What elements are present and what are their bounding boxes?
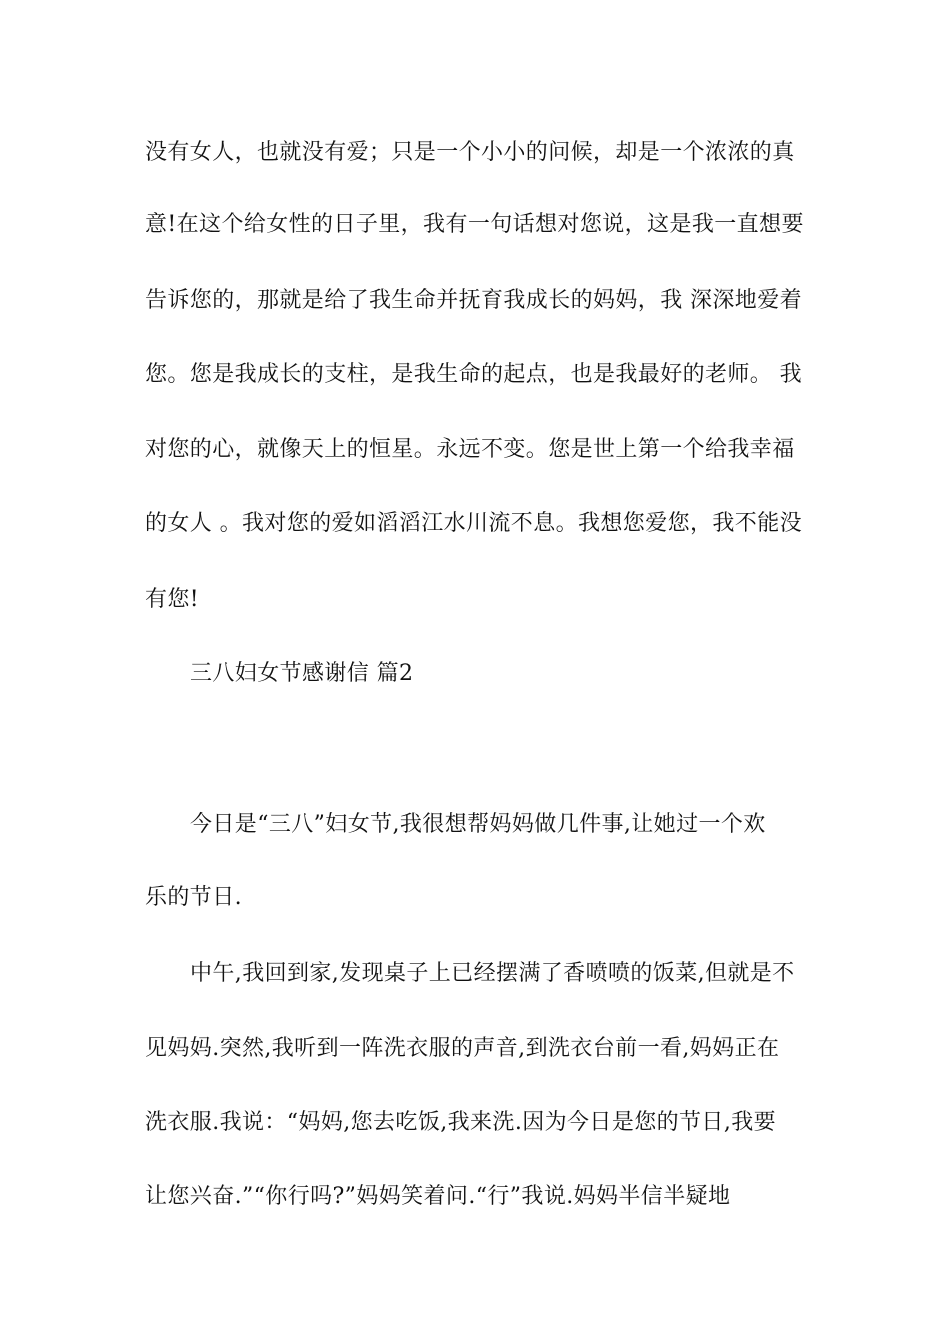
paragraph-line: 有您! bbox=[145, 587, 200, 612]
paragraph-line: 意!在这个给女性的日子里，我有一句话想对您说，这是我一直想要 bbox=[145, 212, 804, 237]
paragraph-line: 告诉您的，那就是给了我生命并抚育我成长的妈妈，我 深深地爱着 bbox=[145, 288, 802, 313]
paragraph-line: 您。您是我成长的支柱，是我生命的起点，也是我最好的老师。 我 bbox=[145, 362, 802, 387]
paragraph-line: 中午,我回到家,发现桌子上已经摆满了香喷喷的饭菜,但就是不 bbox=[190, 961, 795, 986]
paragraph-line: 对您的心，就像天上的恒星。永远不变。您是世上第一个给我幸福 bbox=[145, 437, 795, 462]
paragraph-line: 见妈妈.突然,我听到一阵洗衣服的声音,到洗衣台前一看,妈妈正在 bbox=[145, 1036, 780, 1061]
paragraph-line: 洗衣服.我说：“妈妈,您去吃饭,我来洗.因为今日是您的节日,我要 bbox=[145, 1110, 777, 1135]
paragraph-line: 的女人 。我对您的爱如滔滔江水川流不息。我想您爱您，我不能没 bbox=[145, 511, 802, 536]
paragraph-line: 让您兴奋.”“你行吗?”妈妈笑着问.“行”我说.妈妈半信半疑地 bbox=[145, 1184, 731, 1209]
section-heading: 三八妇女节感谢信 篇2 bbox=[190, 661, 414, 686]
paragraph-line: 没有女人，也就没有爱；只是一个小小的问候，却是一个浓浓的真 bbox=[145, 140, 795, 165]
paragraph-line: 今日是“三八”妇女节,我很想帮妈妈做几件事,让她过一个欢 bbox=[190, 812, 766, 837]
paragraph-line: 乐的节日. bbox=[145, 885, 242, 910]
